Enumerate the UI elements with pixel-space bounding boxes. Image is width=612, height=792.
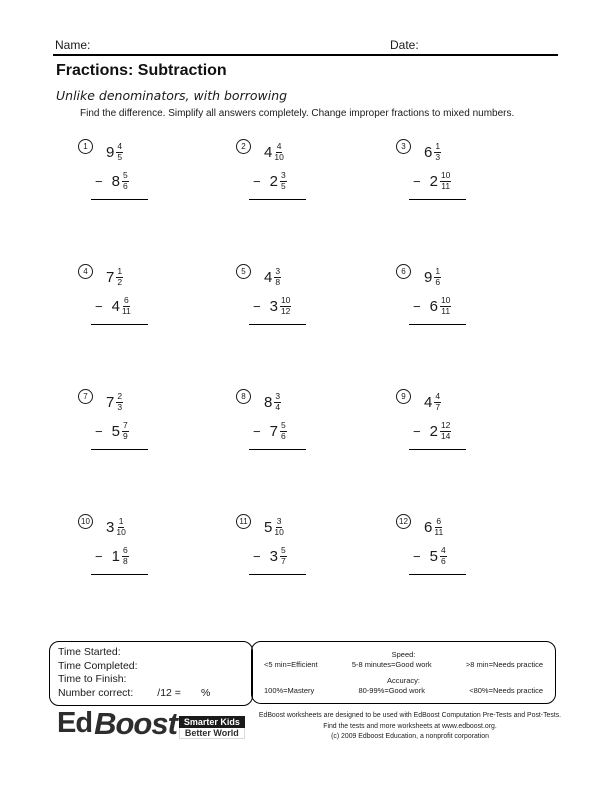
subtrahend-denominator: 6 <box>280 431 286 441</box>
minuend-denominator: 5 <box>117 152 123 162</box>
problem-number: 12 <box>396 514 411 529</box>
answer-line <box>249 449 306 450</box>
problem-number: 5 <box>236 264 251 279</box>
minuend-numerator: 3 <box>276 516 282 527</box>
problem <box>78 138 170 263</box>
accuracy-good-work: 80-99%=Good work <box>358 685 425 695</box>
time-completed-label: Time Completed: <box>58 659 138 672</box>
minuend-denominator: 3 <box>117 402 123 412</box>
minus-sign: − <box>95 549 103 564</box>
subtrahend-fraction <box>440 421 451 442</box>
minuend-numerator: 1 <box>435 141 441 152</box>
subtrahend-numerator: 10 <box>280 295 291 306</box>
percent-symbol: % <box>200 686 211 699</box>
subtrahend-fraction <box>122 546 129 567</box>
minuend-whole: 4 <box>264 269 273 286</box>
subtrahend-fraction <box>122 171 129 192</box>
accuracy-needs-practice: <80%=Needs practice <box>469 685 543 695</box>
subtrahend <box>430 296 452 317</box>
subtrahend-denominator: 11 <box>121 306 131 316</box>
problem <box>78 388 170 513</box>
minuend-whole: 8 <box>264 394 273 411</box>
minuend-numerator: 6 <box>436 516 442 527</box>
subtrahend <box>430 546 447 567</box>
subtrahend <box>112 171 129 192</box>
instructions: Find the difference. Simplify all answers completely. Change improper fractions to mixed numbers. <box>80 108 515 119</box>
minuend-whole: 9 <box>106 144 115 161</box>
problem-number: 10 <box>78 514 93 529</box>
subtrahend-fraction <box>280 546 287 567</box>
minus-sign: − <box>413 299 421 314</box>
minuend-numerator: 3 <box>275 391 281 402</box>
subtrahend-numerator: 10 <box>440 295 451 306</box>
minuend-whole: 7 <box>106 394 115 411</box>
problem <box>236 263 328 388</box>
subtrahend-whole: 1 <box>111 548 120 565</box>
minuend-fraction <box>274 142 283 163</box>
subtrahend-numerator: 4 <box>440 545 446 556</box>
fine-print <box>255 711 565 743</box>
time-started-label: Time Started: <box>58 646 121 658</box>
minuend-numerator: 1 <box>435 266 441 277</box>
minuend <box>106 142 123 163</box>
problem-number: 3 <box>396 139 411 154</box>
subtrahend-fraction <box>440 546 447 567</box>
subtrahend-whole: 3 <box>269 298 278 315</box>
minuend-fraction <box>274 392 281 413</box>
subtrahend <box>112 546 129 567</box>
subtrahend-numerator: 7 <box>122 420 128 431</box>
minuend-denominator: 4 <box>275 402 281 412</box>
minuend <box>106 517 126 538</box>
problem <box>78 513 170 638</box>
subtrahend-fraction <box>122 296 131 317</box>
time-to-finish-label: Time to Finish: <box>58 673 127 686</box>
subtrahend-whole: 4 <box>111 298 120 315</box>
answer-line <box>91 449 148 450</box>
subtrahend-numerator: 3 <box>280 170 286 181</box>
subtrahend-whole: 2 <box>429 173 438 190</box>
problem-number: 7 <box>78 389 93 404</box>
subtrahend <box>112 296 131 317</box>
subtrahend-fraction <box>280 421 287 442</box>
fine-print-line-2: Find the tests and more worksheets at www.edboost.org. <box>323 722 497 730</box>
speed-efficient: <5 min=Efficient <box>264 660 318 670</box>
minus-sign: − <box>253 299 261 314</box>
subtrahend-denominator: 7 <box>280 556 286 566</box>
subtrahend-denominator: 6 <box>122 181 128 191</box>
subtrahend <box>270 546 287 567</box>
minuend-numerator: 1 <box>117 266 123 277</box>
subtrahend-numerator: 6 <box>123 295 129 306</box>
problem <box>236 513 328 638</box>
correct-fraction: /12 = <box>157 686 181 699</box>
speed-good-work: 5-8 minutes=Good work <box>351 660 432 670</box>
answer-line <box>249 324 306 325</box>
minuend-fraction <box>434 142 441 163</box>
rubric-box <box>251 641 556 704</box>
minuend-numerator: 4 <box>435 391 441 402</box>
problem-number: 2 <box>236 139 251 154</box>
edboost-logo <box>57 708 245 740</box>
minuend-whole: 4 <box>424 394 433 411</box>
minuend-whole: 6 <box>424 519 433 536</box>
minus-sign: − <box>95 299 103 314</box>
logo-boost-text: Boost <box>94 706 177 741</box>
minuend-fraction <box>116 517 125 538</box>
minus-sign: − <box>95 174 103 189</box>
tagline-smarter-kids: Smarter Kids <box>179 716 245 728</box>
subtrahend <box>430 421 452 442</box>
minuend-whole: 6 <box>424 144 433 161</box>
subtrahend-denominator: 9 <box>122 431 128 441</box>
subtrahend <box>270 296 292 317</box>
subtrahend-whole: 8 <box>111 173 120 190</box>
minuend <box>424 392 441 413</box>
minuend <box>264 267 281 288</box>
subtrahend-fraction <box>440 171 451 192</box>
minuend-numerator: 1 <box>118 516 124 527</box>
subtitle: Unlike denominators, with borrowing <box>56 88 288 103</box>
subtrahend-numerator: 12 <box>440 420 451 431</box>
fine-print-line-3: (c) 2009 Edboost Education, a nonprofit corporation <box>331 733 489 741</box>
minuend-fraction <box>274 267 281 288</box>
answer-line <box>91 199 148 200</box>
minuend-denominator: 8 <box>275 277 281 287</box>
minuend <box>424 142 441 163</box>
minuend-denominator: 7 <box>435 402 441 412</box>
accuracy-mastery: 100%=Mastery <box>264 685 315 695</box>
minuend <box>424 267 441 288</box>
subtrahend <box>430 171 452 192</box>
subtrahend-numerator: 6 <box>122 545 128 556</box>
answer-line <box>409 449 466 450</box>
minuend-fraction <box>434 267 441 288</box>
subtrahend-whole: 7 <box>269 423 278 440</box>
number-correct-label: Number correct: <box>58 686 134 699</box>
speed-needs-practice: >8 min=Needs practice <box>465 660 543 670</box>
minuend-whole: 3 <box>106 519 115 536</box>
minus-sign: − <box>253 424 261 439</box>
problem <box>396 388 488 513</box>
problem <box>396 263 488 388</box>
minus-sign: − <box>413 174 421 189</box>
subtrahend-whole: 5 <box>111 423 120 440</box>
tagline-better-world: Better World <box>179 728 245 739</box>
fine-print-line-1: EdBoost worksheets are designed to be used with EdBoost Computation Pre-Tests and Post-Tests. <box>258 712 562 719</box>
page-title: Fractions: Subtraction <box>56 62 227 79</box>
problem <box>396 138 488 263</box>
minuend-numerator: 2 <box>117 391 123 402</box>
answer-line <box>91 574 148 575</box>
speed-label: Speed: <box>391 650 416 660</box>
subtrahend-fraction <box>122 421 129 442</box>
minuend-fraction <box>434 392 441 413</box>
minuend-fraction <box>116 267 123 288</box>
minuend-denominator: 11 <box>434 527 444 537</box>
minuend <box>106 267 123 288</box>
subtrahend <box>270 421 287 442</box>
subtrahend-fraction <box>280 171 287 192</box>
subtrahend-whole: 2 <box>429 423 438 440</box>
problem-number: 9 <box>396 389 411 404</box>
minuend-denominator: 10 <box>116 527 126 537</box>
minuend-whole: 5 <box>264 519 273 536</box>
minuend-denominator: 2 <box>117 277 123 287</box>
subtrahend-denominator: 14 <box>440 431 451 441</box>
subtrahend-fraction <box>280 296 291 317</box>
logo-tagline-badge <box>179 716 245 739</box>
answer-line <box>409 574 466 575</box>
minuend <box>424 517 443 538</box>
minuend-numerator: 4 <box>117 141 123 152</box>
minuend-numerator: 4 <box>276 141 282 152</box>
problem-number: 8 <box>236 389 251 404</box>
problem-number: 1 <box>78 139 93 154</box>
problems-grid <box>78 138 538 638</box>
minuend-whole: 7 <box>106 269 115 286</box>
answer-line <box>249 574 306 575</box>
minuend-denominator: 10 <box>274 527 284 537</box>
minus-sign: − <box>413 424 421 439</box>
logo-ed-text: Ed <box>57 707 93 739</box>
subtrahend-numerator: 5 <box>280 545 286 556</box>
subtrahend-denominator: 12 <box>280 306 291 316</box>
minuend-fraction <box>116 392 123 413</box>
answer-line <box>91 324 148 325</box>
problem-number: 6 <box>396 264 411 279</box>
minus-sign: − <box>413 549 421 564</box>
minuend-fraction <box>274 517 283 538</box>
minuend-fraction <box>116 142 123 163</box>
subtrahend-fraction <box>440 296 451 317</box>
problem <box>78 263 170 388</box>
subtrahend-whole: 2 <box>269 173 278 190</box>
subtrahend <box>112 421 129 442</box>
subtrahend-denominator: 11 <box>441 306 451 316</box>
subtrahend-denominator: 8 <box>122 556 128 566</box>
minuend-whole: 4 <box>264 144 273 161</box>
minuend-numerator: 3 <box>275 266 281 277</box>
minus-sign: − <box>95 424 103 439</box>
minuend-denominator: 10 <box>274 152 284 162</box>
subtrahend-whole: 5 <box>429 548 438 565</box>
minuend <box>264 517 284 538</box>
date-label: Date: <box>390 38 419 52</box>
accuracy-label: Accuracy: <box>387 675 420 685</box>
subtrahend-denominator: 6 <box>440 556 446 566</box>
problem <box>236 138 328 263</box>
problem <box>396 513 488 638</box>
name-label: Name: <box>55 38 91 52</box>
problem-number: 4 <box>78 264 93 279</box>
subtrahend-numerator: 5 <box>122 170 128 181</box>
header-divider <box>53 54 558 56</box>
minuend-fraction <box>434 517 443 538</box>
minus-sign: − <box>253 174 261 189</box>
minuend-whole: 9 <box>424 269 433 286</box>
answer-line <box>409 199 466 200</box>
problem <box>236 388 328 513</box>
minuend <box>264 392 281 413</box>
subtrahend-whole: 3 <box>269 548 278 565</box>
subtrahend-denominator: 5 <box>280 181 286 191</box>
subtrahend-numerator: 10 <box>440 170 451 181</box>
minuend <box>106 392 123 413</box>
minuend <box>264 142 284 163</box>
minuend-denominator: 3 <box>435 152 441 162</box>
score-box <box>49 641 253 706</box>
subtrahend-whole: 6 <box>429 298 438 315</box>
subtrahend-numerator: 5 <box>280 420 286 431</box>
problem-number: 11 <box>236 514 251 529</box>
subtrahend <box>270 171 287 192</box>
answer-line <box>409 324 466 325</box>
answer-line <box>249 199 306 200</box>
minuend-denominator: 6 <box>435 277 441 287</box>
subtrahend-denominator: 11 <box>441 181 451 191</box>
minus-sign: − <box>253 549 261 564</box>
